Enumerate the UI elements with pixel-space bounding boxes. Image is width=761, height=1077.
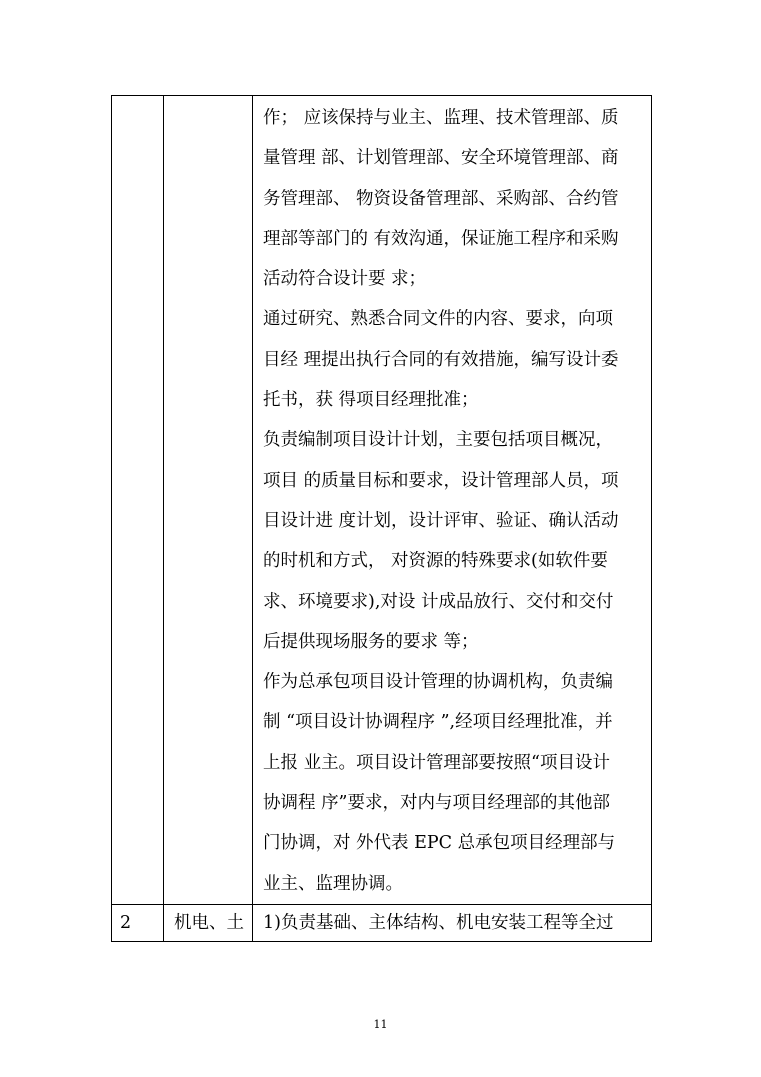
duty-line: 求、环境要求),对设 计成品放行、交付和交付 bbox=[263, 591, 614, 612]
duty-line: 制 “项目设计协调程序 ”,经项目经理批准，并 bbox=[263, 712, 613, 733]
row-number-cell: 2 bbox=[112, 904, 164, 941]
duty-line: 目设计进 度计划，设计评审、验证、确认活动 bbox=[263, 510, 619, 531]
table-row bbox=[112, 904, 652, 941]
duty-line: 活动符合设计要 求； bbox=[263, 269, 427, 290]
duty-line: 通过研究、熟悉合同文件的内容、要求，向项 bbox=[263, 309, 613, 330]
table-row bbox=[112, 96, 652, 905]
duty-line: 作为总承包项目设计管理的协调机构，负责编 bbox=[263, 672, 613, 693]
duty-line: 后提供现场服务的要求 等； bbox=[263, 631, 479, 652]
duty-line: 项目 的质量目标和要求，设计管理部人员，项 bbox=[263, 470, 619, 491]
duty-line: 务管理部、 物资设备管理部、采购部、合约管 bbox=[263, 188, 619, 209]
responsibility-table bbox=[111, 95, 652, 942]
duty-line: 托书，获 得项目经理批准； bbox=[263, 390, 479, 411]
duty-line: 的时机和方式， 对资源的特殊要求(如软件要 bbox=[263, 551, 608, 572]
duty-line: 量管理 部、计划管理部、安全环境管理部、商 bbox=[263, 148, 619, 169]
duty-line: 门协调，对 外代表 EPC 总承包项目经理部与 bbox=[263, 833, 616, 854]
duty-line: 作； 应该保持与业主、监理、技术管理部、质 bbox=[263, 108, 619, 128]
duty-line: 目经 理提出执行合同的有效措施，编写设计委 bbox=[263, 349, 619, 370]
duty-line: 负责编制项目设计计划，主要包括项目概况， bbox=[263, 430, 613, 451]
duty-line: 业主、监理协调。 bbox=[263, 873, 403, 894]
row-number-cell bbox=[112, 96, 164, 905]
duty-line: 协调程 序”要求，对内与项目经理部的其他部 bbox=[263, 793, 611, 814]
duties-cell bbox=[253, 96, 652, 905]
department-cell bbox=[164, 96, 253, 905]
duty-line: 上报 业主。项目设计管理部要按照“项目设计 bbox=[263, 752, 611, 773]
duties-cell: 1)负责基础、主体结构、机电安装工程等全过 bbox=[253, 904, 652, 941]
duty-line: 理部等部门的 有效沟通，保证施工程序和采购 bbox=[263, 228, 619, 249]
department-cell: 机电、土 bbox=[164, 904, 253, 941]
page-number: 11 bbox=[373, 1018, 388, 1031]
